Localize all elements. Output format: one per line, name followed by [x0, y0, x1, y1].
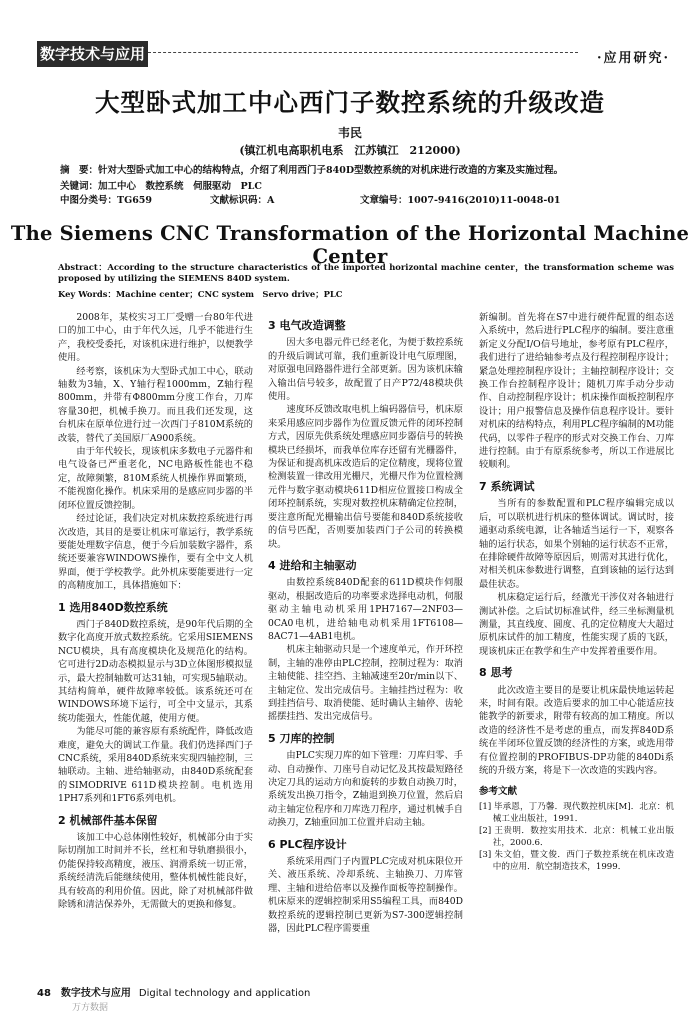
section-heading: 2 机械部件基本保留	[58, 813, 158, 827]
reference-item: [3] 朱文伯，暨文俊．西门子数控系统在机床改造中的应用．航空制造技术，1999．	[479, 849, 674, 872]
watermark: 万方数据	[72, 1003, 109, 1013]
paragraph: 经过论证，我们决定对机床数控系统进行再次改造，其目的是要让机床可靠运行，教学系统要能处理数字信息，便于今后加装数字器件，系统还要兼容WINDOWS操作，要有全中文人机界面，便于学校教学。此外机床要能要进行一定的高精度加工，具体措施如下：	[58, 513, 253, 592]
keywords-chinese	[60, 181, 670, 194]
body-column-3	[479, 311, 674, 873]
section-heading: 8 思考	[479, 666, 513, 680]
paragraph: 为能尽可能的兼容原有系统配件，降低改造难度，避免大的调试工作量。我们仍选择西门子CNC系统，采用840D系统来实现四轴控制，三轴联动。主轴、进给轴驱动，由840D系统配套的SIMODRIVE 611D模块控制。电机选用1PH7系列和1FT6系列电机。	[58, 726, 253, 805]
paragraph: 速度环反馈改取电机上编码器信号，机床原来采用感应同步器作为位置反馈元件的闭环控制方式，因原先供系统处理感应同步器信号的转换模块已经损坏，而我单位库存还留有光栅器件，为保证和提高机床改造后的定位精度，现将位置检测装置一律改用光栅尺，光栅尺作为位置检测元件与数字驱动模块611D相应位置接口构成全闭环控制系统，实现对数控机床精确定位控制，要注意所配光栅输出信号要能和840D系统接收的信号匹配，否则要加装西门子公司的转换模块。	[268, 404, 463, 550]
body-column-2	[268, 311, 463, 935]
paragraph: 由数控系统840D配套的611D模块作伺服驱动，根据改造后的功率要求选择电动机，伺服驱动主轴电动机采用1PH7167—2NF03—0CA0电机，进给轴电动机采用1FT6108—8AC71—4AB1电机。	[268, 577, 463, 642]
journal-name-en: Digital technology and application	[138, 988, 311, 999]
paragraph: 机床稳定运行后，经激光干涉仪对各轴进行测试补偿。之后试切标准试件，经三坐标测量机测量，其直线度、圆度、孔的定位精度大大超过原机床试件的加工精度，性能实现了质的飞跃，现该机床正在教学和生产中发挥着重要作用。	[479, 592, 674, 657]
paragraph: 新编制。首先将在S7中进行硬件配置的组态送入系统中，然后进行PLC程序的编制。要注意重新定义分配I/O信号地址，参考原有PLC程序，我们进行了进给轴参考点及行程控制程序设计；紧急处理控制程序设计；主轴控制程序设计；交换工作台控制程序设计；随机刀库手动分步动作、自动控制程序设计；机床操作面板控制程序设计；用户报警信息及操作信息程序设计。要针对机床的结构特点，利用PLC程序编制的M功能代码，以零件子程序的形式对交换工作台、刀库进行控制。由于有原系统参考，所以工作进展比较顺利。	[479, 312, 674, 471]
page-footer	[37, 984, 310, 999]
paragraph: 由于年代较长，现该机床多数电子元器件和电气设备已严重老化，NC电路板性能也不稳定，故障频繁，810M系统人机操作界面繁琐，不能视窗化操作。机床采用的是感应同步器的半闭环位置反馈控制。	[58, 446, 253, 511]
keywords-zh-label: 关键词：	[60, 181, 99, 192]
paragraph: 机床主轴驱动只是一个速度单元，作开环控制，主轴的准停由PLC控制，控制过程为：取消主轴使能、挂空挡、主轴减速至20r/min以下、主轴定位、发出完成信号。主轴挂挡过程为：收到挂挡信号、取消使能、延时确认主轴停、齿轮摇摆挂挡、发出完成信号。	[268, 644, 463, 723]
references-title: 参考文献	[479, 786, 518, 798]
affiliation: (镇江机电高职机电系 江苏镇江 212000)	[239, 144, 461, 157]
abstract-zh-label: 摘 要：	[60, 165, 99, 176]
paragraph: 该加工中心总体刚性较好，机械部分由于实际切削加工时间并不长，丝杠和导轨磨损很小，仍能保持较高精度，液压、润滑系统一切正常，系统经清洗后能继续使用，整体机械性能良好，具有较高的利用价值。因此，除了对机械部件做除锈和清洁保养外，无需做大的更换和修复。	[58, 832, 253, 911]
article-number: 文章编号：1007-9416(2010)11-0048-01	[360, 195, 561, 206]
reference-item: [1] 毕承恩，丁乃馨．现代数控机床[M]．北京：机械工业出版社，1991．	[479, 801, 674, 824]
paragraph: 经考察，该机床为大型卧式加工中心，联动轴数为3轴，X、Y轴行程1000mm，Z轴行程800mm，并带有Φ800mm分度工作台，刀库容量30把，机械手换刀。而且我们还发现，这台机床在原单位进行过一次西门子810M系统的改装，替代了美国原厂A900系统。	[58, 365, 253, 444]
section-heading: 7 系统调试	[479, 479, 535, 493]
section-heading: 5 刀库的控制	[268, 731, 335, 745]
header-divider	[148, 52, 578, 53]
column-label: ·应用研究·	[596, 51, 670, 66]
section-heading: 3 电气改造调整	[268, 319, 346, 332]
author: 韦民	[337, 126, 362, 140]
page-number: 48	[37, 988, 51, 999]
paragraph: 由PLC实现刀库的如下管理：刀库归零、手动、自动操作、刀座号自动记忆及其按最短路径决定刀具的运动方向和旋转的步数自动换刀时，系统发出换刀指令，Z轴退到换刀位置，然后启动主轴定位程序和刀库选刀程序，通过机械手自动换刀，Z轴重回加工位置并启动主轴。	[268, 750, 463, 829]
body-column-1	[58, 311, 253, 911]
paragraph: 2008年，某校实习工厂受赠一台80年代进口的加工中心，由于年代久远，几乎不能进行生产，我校受委托，对该机床进行维护，以便教学使用。	[58, 312, 253, 364]
keywords-zh-text: 加工中心 数控系统 伺服驱动 PLC	[98, 181, 262, 192]
paragraph: 西门子840D数控系统，是90年代后期的全数字化高度开放式数控系统。它采用SIEMENS NCU模块，具有高度模块化及规范化的结构。它可进行2D动态模拟显示与3D立体图形模拟显示，最大控制轴数可达31轴，可实现5轴联动。其结构简单，硬件故障率较低。该系统还可在WINDOWS环境下运行，可全中文显示，其系统功能强大，性能优越，使用方便。	[58, 618, 253, 724]
abstract-english: Abstract：According to the structure characteristics of the imported horizontal machine center，the transformation scheme was proposed by utilizing the SIEMENS 840D system.	[58, 262, 674, 283]
journal-name-zh: 数字技术与应用	[60, 988, 131, 999]
paragraph: 因大多电器元件已经老化，为便于数控系统的升级后调试可靠，我们重新设计电气原理图，对原强电回路器件进行全部更新。因为该机床输入输出信号较多，故配置了日产P72/48模块供使用。	[268, 337, 463, 403]
paragraph: 当所有的参数配置和PLC程序编辑完成以后，可以联机进行机床的整体调试。调试时，接通驱动系统电源，让各轴适当运行一下，观察各轴的运行状态，如果个别轴的运行状态不正常，在排除硬件故障等原因后，则需对其进行优化，对相关机床参数进行调整，直到该轴的运行达到最佳状态。	[479, 498, 674, 590]
abstract-zh-text: 针对大型卧式加工中心的结构特点，介绍了利用西门子840D型数控系统的对机床进行改造的方案及实施过程。	[98, 165, 564, 176]
classification-line	[60, 195, 670, 208]
document-code: 文献标识码：A	[210, 195, 275, 206]
title-chinese: 大型卧式加工中心西门子数控系统的升级改造	[95, 88, 605, 117]
section-heading: 4 进给和主轴驱动	[268, 558, 357, 572]
section-heading: 6 PLC程序设计	[268, 837, 347, 851]
abstract-chinese	[60, 165, 670, 178]
paragraph: 此次改造主要目的是要让机床最快地运转起来，时间有限。改造后要求的加工中心能适应技能教学的新要求，附带有较高的加工精度。所以改造的经济性不是考虑的重点，而发挥840D系统在半闭环位置反馈的经济性的方案，或选用带有位置控制的PROFIBUS-DP功能的840Di系统的升级方案，将是下一次改造的实践内容。	[479, 684, 674, 776]
section-heading: 1 选用840D数控系统	[58, 600, 168, 614]
section-label: 数字技术与应用	[37, 41, 148, 67]
references-list	[479, 801, 674, 873]
reference-item: [2] 王贵明．数控实用技术．北京：机械工业出版社，2000.6．	[479, 825, 674, 848]
title-english: The Siemens CNC Transformation of the Horizontal Machine Center	[10, 222, 690, 268]
clc-number: 中图分类号：TG659	[60, 195, 153, 206]
paragraph: 系统采用西门子内置PLC完成对机床限位开关、液压系统、冷却系统、主轴换刀、刀库管理、主轴和进给倍率以及操作面板等控制操作。机床原来的逻辑控制采用S5编程工具，而840D数控系统的逻辑控制已更新为S7-300逻辑控制器，因此PLC程序需要重	[268, 856, 463, 935]
keywords-english: Key Words：Machine center；CNC system Servo drive；PLC	[58, 289, 343, 299]
